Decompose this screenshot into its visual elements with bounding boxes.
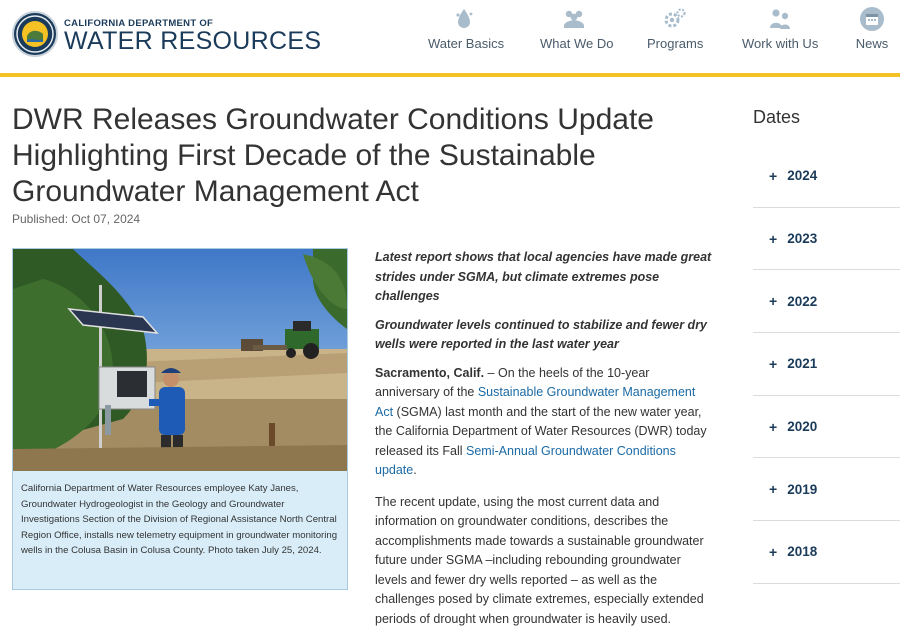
para1-text-b: (SGMA) last month and the start of the new water year, the California Department of Water Resources (DWR) today released its Fall <box>375 405 707 458</box>
year-item-2019[interactable] <box>753 458 900 521</box>
water-drop-icon <box>451 6 477 32</box>
lead-paragraph-1: Latest report shows that local agencies have made great strides under SGMA, but climate extremes pose challenges <box>375 248 715 307</box>
article-figure <box>12 248 348 590</box>
year-item-2024[interactable] <box>753 145 900 208</box>
people-group-icon <box>561 6 587 32</box>
expand-plus-icon: + <box>769 419 777 435</box>
year-label: 2024 <box>787 168 817 183</box>
nav-what-we-do[interactable] <box>540 6 608 66</box>
year-label: 2018 <box>787 544 817 559</box>
seal-icon <box>15 14 55 54</box>
nav-programs[interactable] <box>647 6 703 66</box>
nav-label: Programs <box>647 36 703 51</box>
para1-text-a: – On the heels of the 10-year anniversary of the <box>375 366 649 400</box>
expand-plus-icon: + <box>769 481 777 497</box>
year-item-2022[interactable] <box>753 270 900 333</box>
article-body <box>375 248 715 629</box>
year-label: 2019 <box>787 482 817 497</box>
year-label: 2020 <box>787 419 817 434</box>
article-photo[interactable] <box>13 249 347 471</box>
gears-icon <box>662 6 688 32</box>
year-item-2023[interactable] <box>753 208 900 271</box>
expand-plus-icon: + <box>769 356 777 372</box>
groundwater-conditions-link[interactable]: Semi-Annual Groundwater Conditions update <box>375 444 676 478</box>
nav-news[interactable] <box>852 6 892 66</box>
expand-plus-icon: + <box>769 168 777 184</box>
logo-water-resources[interactable]: WATER RESOURCES <box>64 27 321 56</box>
body-paragraph-2: The recent update, using the most current data and information on groundwater conditions, describes the accomplishments made towards a sustainable groundwater future under SGMA –including rebounding groundwater levels and fewer dry wells reported – as well as the challenges posed by climate extremes, especially extended periods of drought when groundwater is heavily used. <box>375 493 715 629</box>
lead-paragraph-2: Groundwater levels continued to stabilize and fewer dry wells were reported in the last water year <box>375 316 715 355</box>
field-photo-illustration <box>13 249 347 471</box>
nav-label: Water Basics <box>428 36 500 51</box>
nav-water-basics[interactable] <box>428 6 500 66</box>
nav-work-with-us[interactable] <box>742 6 818 66</box>
people-pair-icon <box>767 6 793 32</box>
nav-label: News <box>852 36 892 51</box>
sgma-link[interactable]: Sustainable Groundwater Management Act <box>375 385 695 419</box>
year-label: 2021 <box>787 356 817 371</box>
expand-plus-icon: + <box>769 293 777 309</box>
photo-caption: California Department of Water Resources employee Katy Janes, Groundwater Hydrogeologist in the Geology and Groundwater Investigations Section of the Division of Regional Assistance North Central Region Office, installs new telemetry equipment in groundwater monitoring wells in the Colusa Basin in Colusa County. Photo taken July 25, 2024. <box>21 481 339 559</box>
expand-plus-icon: + <box>769 544 777 560</box>
dwr-seal-logo[interactable] <box>12 11 58 57</box>
published-date: Published: Oct 07, 2024 <box>12 212 140 226</box>
header-accent-bar <box>0 73 900 77</box>
body-paragraph-1 <box>375 364 715 481</box>
year-item-2020[interactable] <box>753 396 900 459</box>
page-title: DWR Releases Groundwater Conditions Update Highlighting First Decade of the Sustainable Groundwater Management Act <box>12 102 692 210</box>
dates-sidebar <box>753 103 900 128</box>
year-item-2018[interactable] <box>753 521 900 584</box>
para1-text-c: . <box>413 463 416 477</box>
logo-department-line[interactable]: CALIFORNIA DEPARTMENT OF <box>64 18 213 29</box>
dates-heading: Dates <box>753 107 900 128</box>
nav-label: What We Do <box>540 36 608 51</box>
dateline: Sacramento, Calif. <box>375 366 484 380</box>
site-header <box>0 0 900 73</box>
nav-label: Work with Us <box>742 36 818 51</box>
expand-plus-icon: + <box>769 231 777 247</box>
calendar-icon <box>859 6 885 32</box>
year-list <box>753 145 900 584</box>
year-item-2021[interactable] <box>753 333 900 396</box>
year-label: 2023 <box>787 231 817 246</box>
year-label: 2022 <box>787 294 817 309</box>
